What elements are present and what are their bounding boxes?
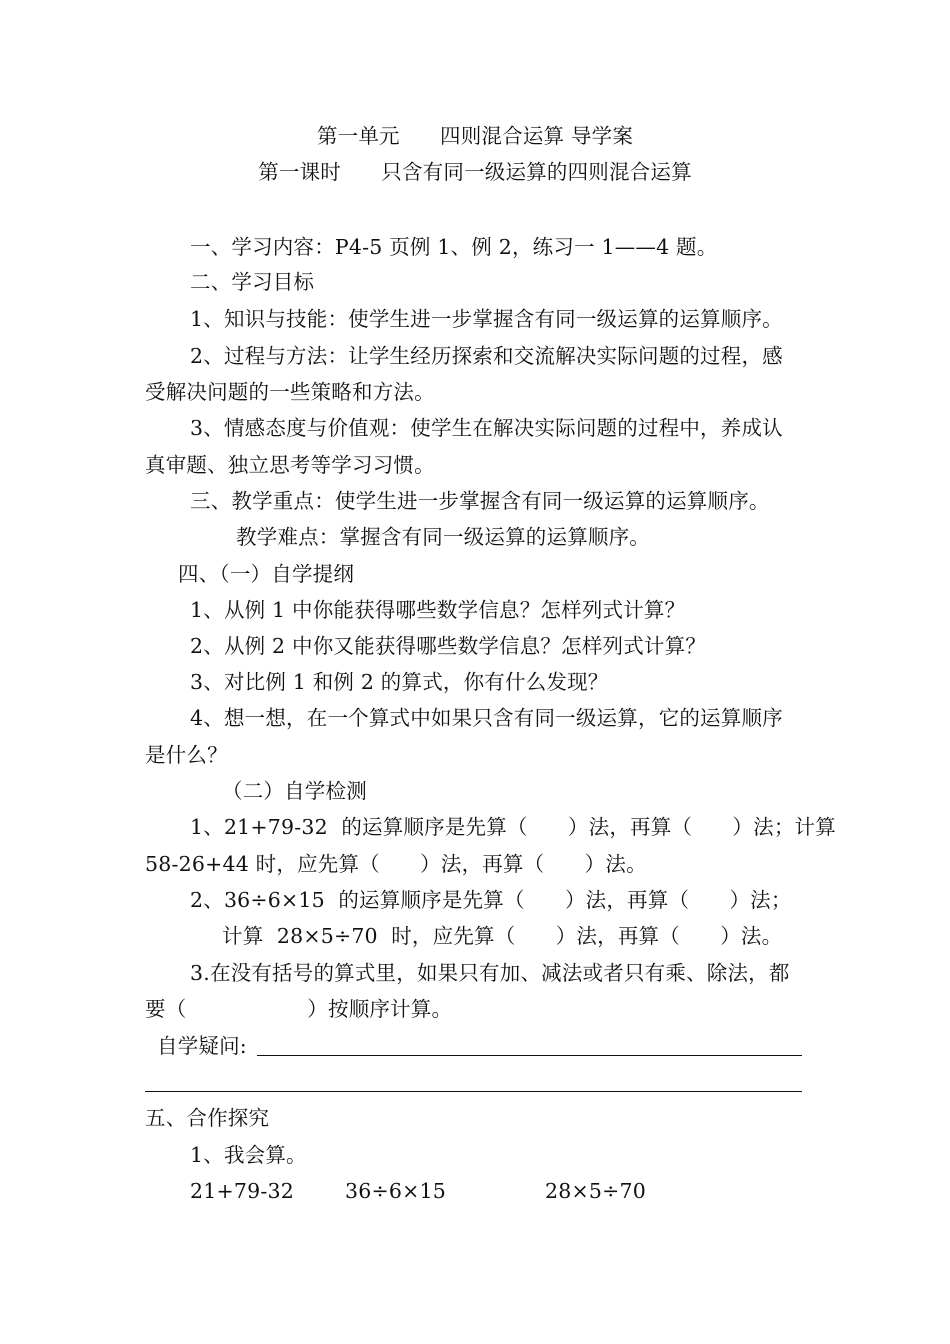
test-item-1b: 58-26+44 时，应先算（ ）法，再算（ ）法。 [145,852,647,876]
answer-line-1 [257,1055,802,1056]
test-item-3a: 3.在没有括号的算式里，如果只有加、减法或者只有乘、除法，都 [190,961,790,985]
goal-process-2: 受解决问题的一些策略和方法。 [145,380,435,404]
section-self-study-outline: 四、（一）自学提纲 [178,562,355,586]
outline-question-4a: 4、想一想，在一个算式中如果只含有同一级运算，它的运算顺序 [190,706,783,730]
outline-question-3: 3、对比例 1 和例 2 的算式，你有什么发现？ [190,670,609,694]
test-item-1a: 1、21+79-32 的运算顺序是先算（ ）法，再算（ ）法；计算 [190,815,836,839]
outline-question-4b: 是什么？ [145,743,228,767]
self-study-questions-label: 自学疑问: [157,1034,247,1058]
expression-3: 28×5÷70 [545,1179,646,1203]
goal-process-1: 2、过程与方法：让学生经历探索和交流解决实际问题的过程，感 [190,344,783,368]
section-self-test: （二）自学检测 [222,779,367,803]
section-learning-goals: 二、学习目标 [190,270,315,294]
expression-1: 21+79-32 [190,1179,294,1203]
expression-2: 36÷6×15 [345,1179,446,1203]
test-item-2b: 计算 28×5÷70 时，应先算（ ）法，再算（ ）法。 [222,924,783,948]
outline-question-2: 2、从例 2 中你又能获得哪些数学信息？怎样列式计算？ [190,634,707,658]
section-difficulties: 教学难点：掌握含有同一级运算的运算顺序。 [236,525,650,549]
section-cooperative-inquiry: 五、合作探究 [145,1106,270,1130]
test-item-2a: 2、36÷6×15 的运算顺序是先算（ ）法，再算（ ）法； [190,888,792,912]
test-item-3b: 要（ ）按顺序计算。 [145,997,453,1021]
section-learning-content: 一、学习内容：P4-5 页例 1、例 2，练习一 1——4 题。 [190,235,718,259]
section-key-points: 三、教学重点：使学生进一步掌握含有同一级运算的运算顺序。 [190,489,770,513]
coop-item-1: 1、我会算。 [190,1143,307,1167]
outline-question-1: 1、从例 1 中你能获得哪些数学信息？怎样列式计算？ [190,598,686,622]
goal-attitude-1: 3、情感态度与价值观：使学生在解决实际问题的过程中，养成认 [190,416,783,440]
goal-knowledge: 1、知识与技能：使学生进一步掌握含有同一级运算的运算顺序。 [190,307,783,331]
doc-subtitle: 第一课时 只含有同一级运算的四则混合运算 [258,160,692,184]
doc-title: 第一单元 四则混合运算 导学案 [316,124,634,148]
goal-attitude-2: 真审题、独立思考等学习习惯。 [145,453,435,477]
answer-line-2 [145,1091,802,1092]
